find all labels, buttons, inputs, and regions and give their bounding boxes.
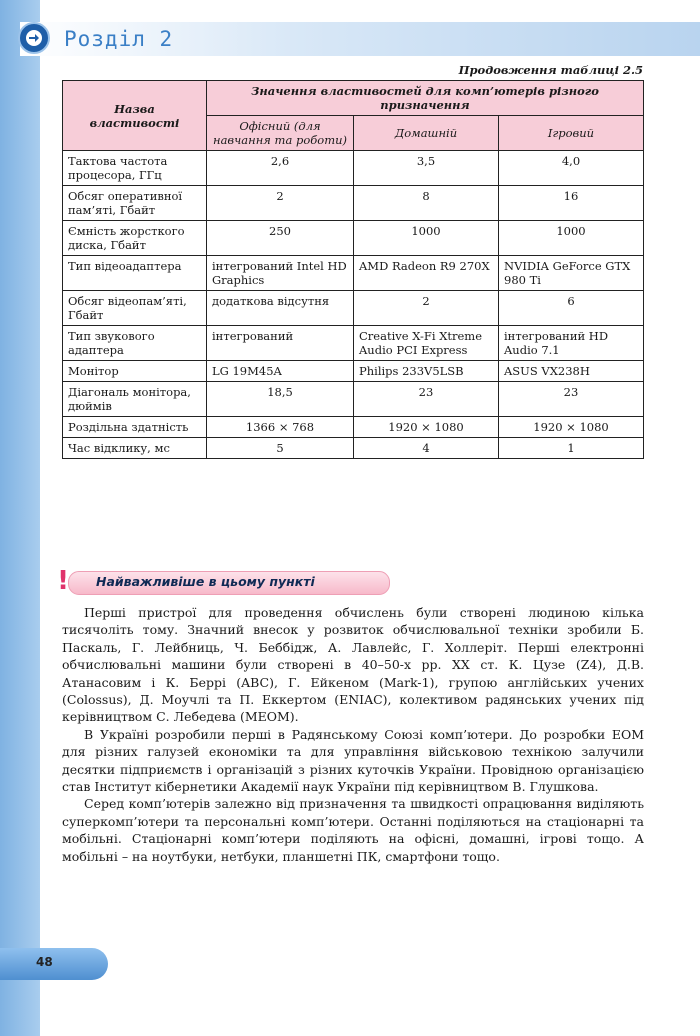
table-row	[63, 326, 644, 361]
row-name: Тип відеоадаптера	[63, 256, 207, 291]
cell-home: 2	[354, 291, 499, 326]
table-row	[63, 151, 644, 186]
cell-gaming: інтегрований HD Audio 7.1	[499, 326, 644, 361]
cell-gaming: 1	[499, 438, 644, 459]
table-row	[63, 291, 644, 326]
row-name: Тактова частота процесора, ГГц	[63, 151, 207, 186]
cell-office: 18,5	[207, 382, 354, 417]
left-margin-strip	[0, 0, 40, 1036]
paragraph-ukraine: В Україні розробили перші в Радянському Союзі комп’ютери. До розробки ЕОМ для різних галузей економіки та для управління військовою технікою залучили десятки підприємств і організацій з різних куточків України. Провідною організацією став Інститут кібернетики Академії наук України під керівництвом В. Глушкова.	[62, 726, 644, 795]
cell-home: Philips 233V5LSB	[354, 361, 499, 382]
paragraph-history: Перші пристрої для проведення обчислень були створені людиною кілька тисячоліть тому. Значний внесок у розвиток обчислювальної техніки зробили Б. Паскаль, Г. Лейбниць, Ч. Беббідж, А. Лавлейс, Г. Холлеріт. Перші електронні обчислювальні машини були створені в 40–50-х рр. XX ст. К. Цузе (Z4), Д.В. Атанасовим і К. Беррі (ABC), Г. Ейкеном (Mark-1), групою англійських учених (Colossus), Д. Моучлі та П. Еккертом (ENIAC), колективом радянських учених під керівництвом С. Лебедева (МЕОМ).	[62, 605, 644, 725]
header-values-group: Значення властивостей для комп’ютерів різного призначення	[207, 81, 644, 116]
page-number-tab	[0, 948, 108, 980]
table-row	[63, 361, 644, 382]
arrow-right-icon	[18, 22, 50, 54]
table-row	[63, 382, 644, 417]
table-row	[63, 186, 644, 221]
page-number: 48	[36, 955, 53, 969]
row-name: Роздільна здатність	[63, 417, 207, 438]
header-gaming: Ігровий	[499, 116, 644, 151]
cell-office: 2,6	[207, 151, 354, 186]
cell-home: 1920 × 1080	[354, 417, 499, 438]
header-property-name: Назва властивості	[63, 81, 207, 151]
row-name: Ємність жорсткого диска, Гбайт	[63, 221, 207, 256]
cell-home: 3,5	[354, 151, 499, 186]
row-name: Тип звукового адаптера	[63, 326, 207, 361]
cell-office: інтегрований Intel HD Graphics	[207, 256, 354, 291]
cell-gaming: NVIDIA GeForce GTX 980 Ti	[499, 256, 644, 291]
cell-gaming: ASUS VX238H	[499, 361, 644, 382]
row-name: Діагональ монітора, дюймів	[63, 382, 207, 417]
cell-home: AMD Radeon R9 270X	[354, 256, 499, 291]
cell-office: 2	[207, 186, 354, 221]
important-banner	[50, 566, 390, 598]
cell-gaming: 1920 × 1080	[499, 417, 644, 438]
cell-office: додаткова відсутня	[207, 291, 354, 326]
cell-home: 1000	[354, 221, 499, 256]
header-office: Офісний (для навчання та роботи)	[207, 116, 354, 151]
cell-home: 8	[354, 186, 499, 221]
cell-gaming: 1000	[499, 221, 644, 256]
properties-table	[62, 80, 644, 459]
table-row	[63, 256, 644, 291]
paragraph-classification: Серед комп’ютерів залежно від призначення та швидкості опрацювання виділяють суперкомп’ютери та персональні комп’ютери. Останні поділяються на стаціонарні та мобільні. Стаціонарні комп’ютери поділяють на офісні, домашні, ігрові тощо. А мобільні – на ноутбуки, нетбуки, планшетні ПК, смартфони тощо.	[62, 796, 644, 864]
section-title: Розділ 2	[64, 27, 174, 51]
cell-gaming: 23	[499, 382, 644, 417]
cell-gaming: 6	[499, 291, 644, 326]
cell-office: інтегрований	[207, 326, 354, 361]
table-row	[63, 417, 644, 438]
row-name: Обсяг відеопам’яті, Гбайт	[63, 291, 207, 326]
row-name: Монітор	[63, 361, 207, 382]
important-title: Найважливіше в цьому пункті	[96, 574, 315, 589]
table-caption: Продовження таблиці 2.5	[458, 63, 643, 77]
row-name: Обсяг оперативної пам’яті, Гбайт	[63, 186, 207, 221]
header-home: Домашній	[354, 116, 499, 151]
cell-office: 1366 × 768	[207, 417, 354, 438]
cell-office: 250	[207, 221, 354, 256]
cell-home: 23	[354, 382, 499, 417]
cell-home: 4	[354, 438, 499, 459]
table-row	[63, 221, 644, 256]
summary-text	[62, 604, 644, 865]
cell-office: 5	[207, 438, 354, 459]
cell-gaming: 16	[499, 186, 644, 221]
cell-home: Creative X-Fi Xtreme Audio PCI Express	[354, 326, 499, 361]
exclamation-icon: !	[57, 566, 69, 596]
cell-gaming: 4,0	[499, 151, 644, 186]
table-row	[63, 438, 644, 459]
row-name: Час відклику, мс	[63, 438, 207, 459]
cell-office: LG 19M45A	[207, 361, 354, 382]
